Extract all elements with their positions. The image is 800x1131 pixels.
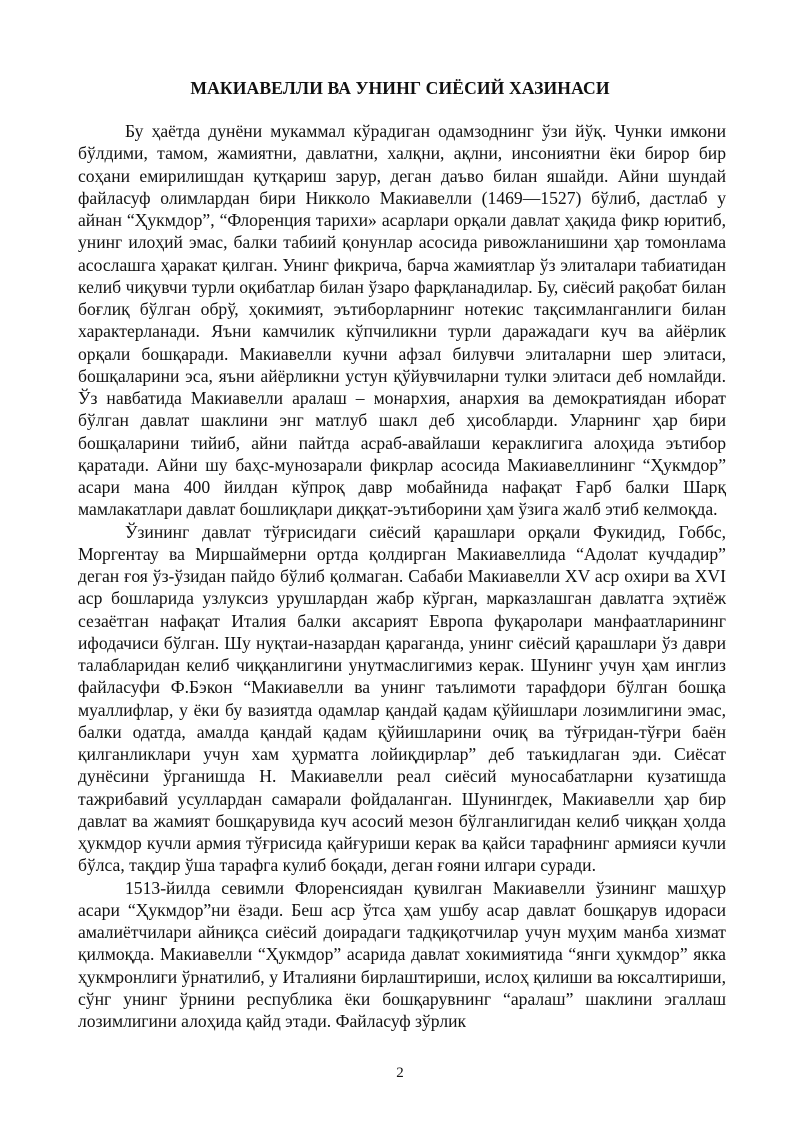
document-title: МАКИАВЕЛЛИ ВА УНИНГ СИЁСИЙ ХАЗИНАСИ	[190, 78, 610, 98]
document-body	[78, 120, 726, 1032]
paragraph: Ўзининг давлат тўғрисидаги сиёсий қарашлари орқали Фукидид, Гоббс, Моргентау ва Миршаймерни ортда қолдирган Макиавеллида “Адолат кучдадир” деган ғоя ўз-ўзидан пайдо бўлиб қолмаган. Сабаби Макиавелли XV аср охири ва XVI аср бошларида узлуксиз урушлардан жабр кўрган, марказлашган давлатга эҳтиёж сезаётган нафақат Италия балки аксарият Европа фуқаролари манфаатларининг ифодачиси бўлган. Шу нуқтаи-назардан қараганда, унинг сиёсий қарашлари ўз даври талабларидан келиб чиққанлигини унутмаслигимиз керак. Шунинг учун ҳам инглиз файласуфи Ф.Бэкон “Макиавелли ва унинг таълимоти тарафдори бўлган бошқа муаллифлар, у ёки бу вазиятда одамлар қандай қадам қўйишлари лозимлигини эмас, балки одатда, амалда қандай қадам қўйишларини очиқ ва тўғридан-тўғри баён қилганликлари учун хам ҳурматга лойиқдирлар” деб таъкидлаган эди. Сиёсат дунёсини ўрганишда Н. Макиавелли реал сиёсий муносабатларни кузатишда тажрибавий усуллардан самарали фойдаланган. Шунингдек, Макиавелли ҳар бир давлат ва жамият бошқарувида куч асосий мезон бўлганлигидан келиб чиққан ҳолда ҳукмдор кучли армия тўғрисида қайғуриши керак ва қайси тарафнинг армияси кучли бўлса, тақдир ўша тарафга кулиб боқади, деган ғояни илгари суради.	[78, 521, 726, 876]
paragraph: Бу ҳаётда дунёни мукаммал кўрадиган одамзоднинг ўзи йўқ. Чунки имкони бўлдими, тамом, жамиятни, давлатни, халқни, ақлни, инсониятни ёки бирор бир соҳани емирилишдан қутқариш зарур, деган даъво билан яшайди. Айни шундай файласуф олимлардан бири Никколо Макиавелли (1469—1527) бўлиб, дастлаб у айнан “Ҳукмдор”, “Флоренция тарихи» асарлари орқали давлат ҳақида фикр юритиб, унинг илоҳий эмас, балки табиий қонунлар асосида ривожланишини ҳар томонлама асослашга ҳаракат қилган. Унинг фикрича, барча жамиятлар ўз элиталари табиатидан келиб чиқувчи турли оқибатлар билан ўзаро фарқланадилар. Бу, сиёсий рақобат билан боғлиқ бўлган обрў, ҳокимият, эътиборларнинг нотекис тақсимланганлиги билан характерланади. Яъни камчилик кўпчиликни турли даражадаги куч ва айёрлик орқали бошқаради. Макиавелли кучни афзал билувчи элиталарни шер элитаси, бошқаларини эса, яъни айёрликни устун қўйувчиларни тулки элитаси деб номлайди. Ўз навбатида Макиавелли аралаш – монархия, анархия ва демократиядан иборат бўлган давлат шаклини энг матлуб шакл деб ҳисобларди. Уларнинг ҳар бири бошқаларини тийиб, айни пайтда асраб-авайлаши кераклигига алоҳида эътибор қаратади. Айни шу баҳс-мунозарали фикрлар асосида Макиавеллининг “Ҳукмдор” асари мана 400 йилдан кўпроқ давр мобайнида нафақат Ғарб балки Шарқ мамлакатлари давлат бошлиқлари диққат-эътиборини ҳам ўзига жалб этиб келмоқда.	[78, 121, 726, 520]
paragraph: 1513-йилда севимли Флоренсиядан қувилган Макиавелли ўзининг машҳур асари “Ҳукмдор”ни ёзади. Беш аср ўтса ҳам ушбу асар давлат бошқарув идораси амалиётчилари айниқса сиёсий доирадаги тадқиқотчилар учун муҳим манба хизмат қилмоқда. Макиавелли “Ҳукмдор” асарида давлат хокимиятида “янги ҳукмдор” якка ҳукмронлиги ўрнатилиб, у Италияни бирлаштириши, ислоҳ қилиши ва юксалтириши, сўнг унинг ўрнини республика ёки бошқарувнинг “аралаш” шаклини эгаллаш лозимлигини алоҳида қайд этади. Файласуф зўрлик	[78, 877, 726, 1031]
page-number: 2	[396, 1065, 404, 1081]
